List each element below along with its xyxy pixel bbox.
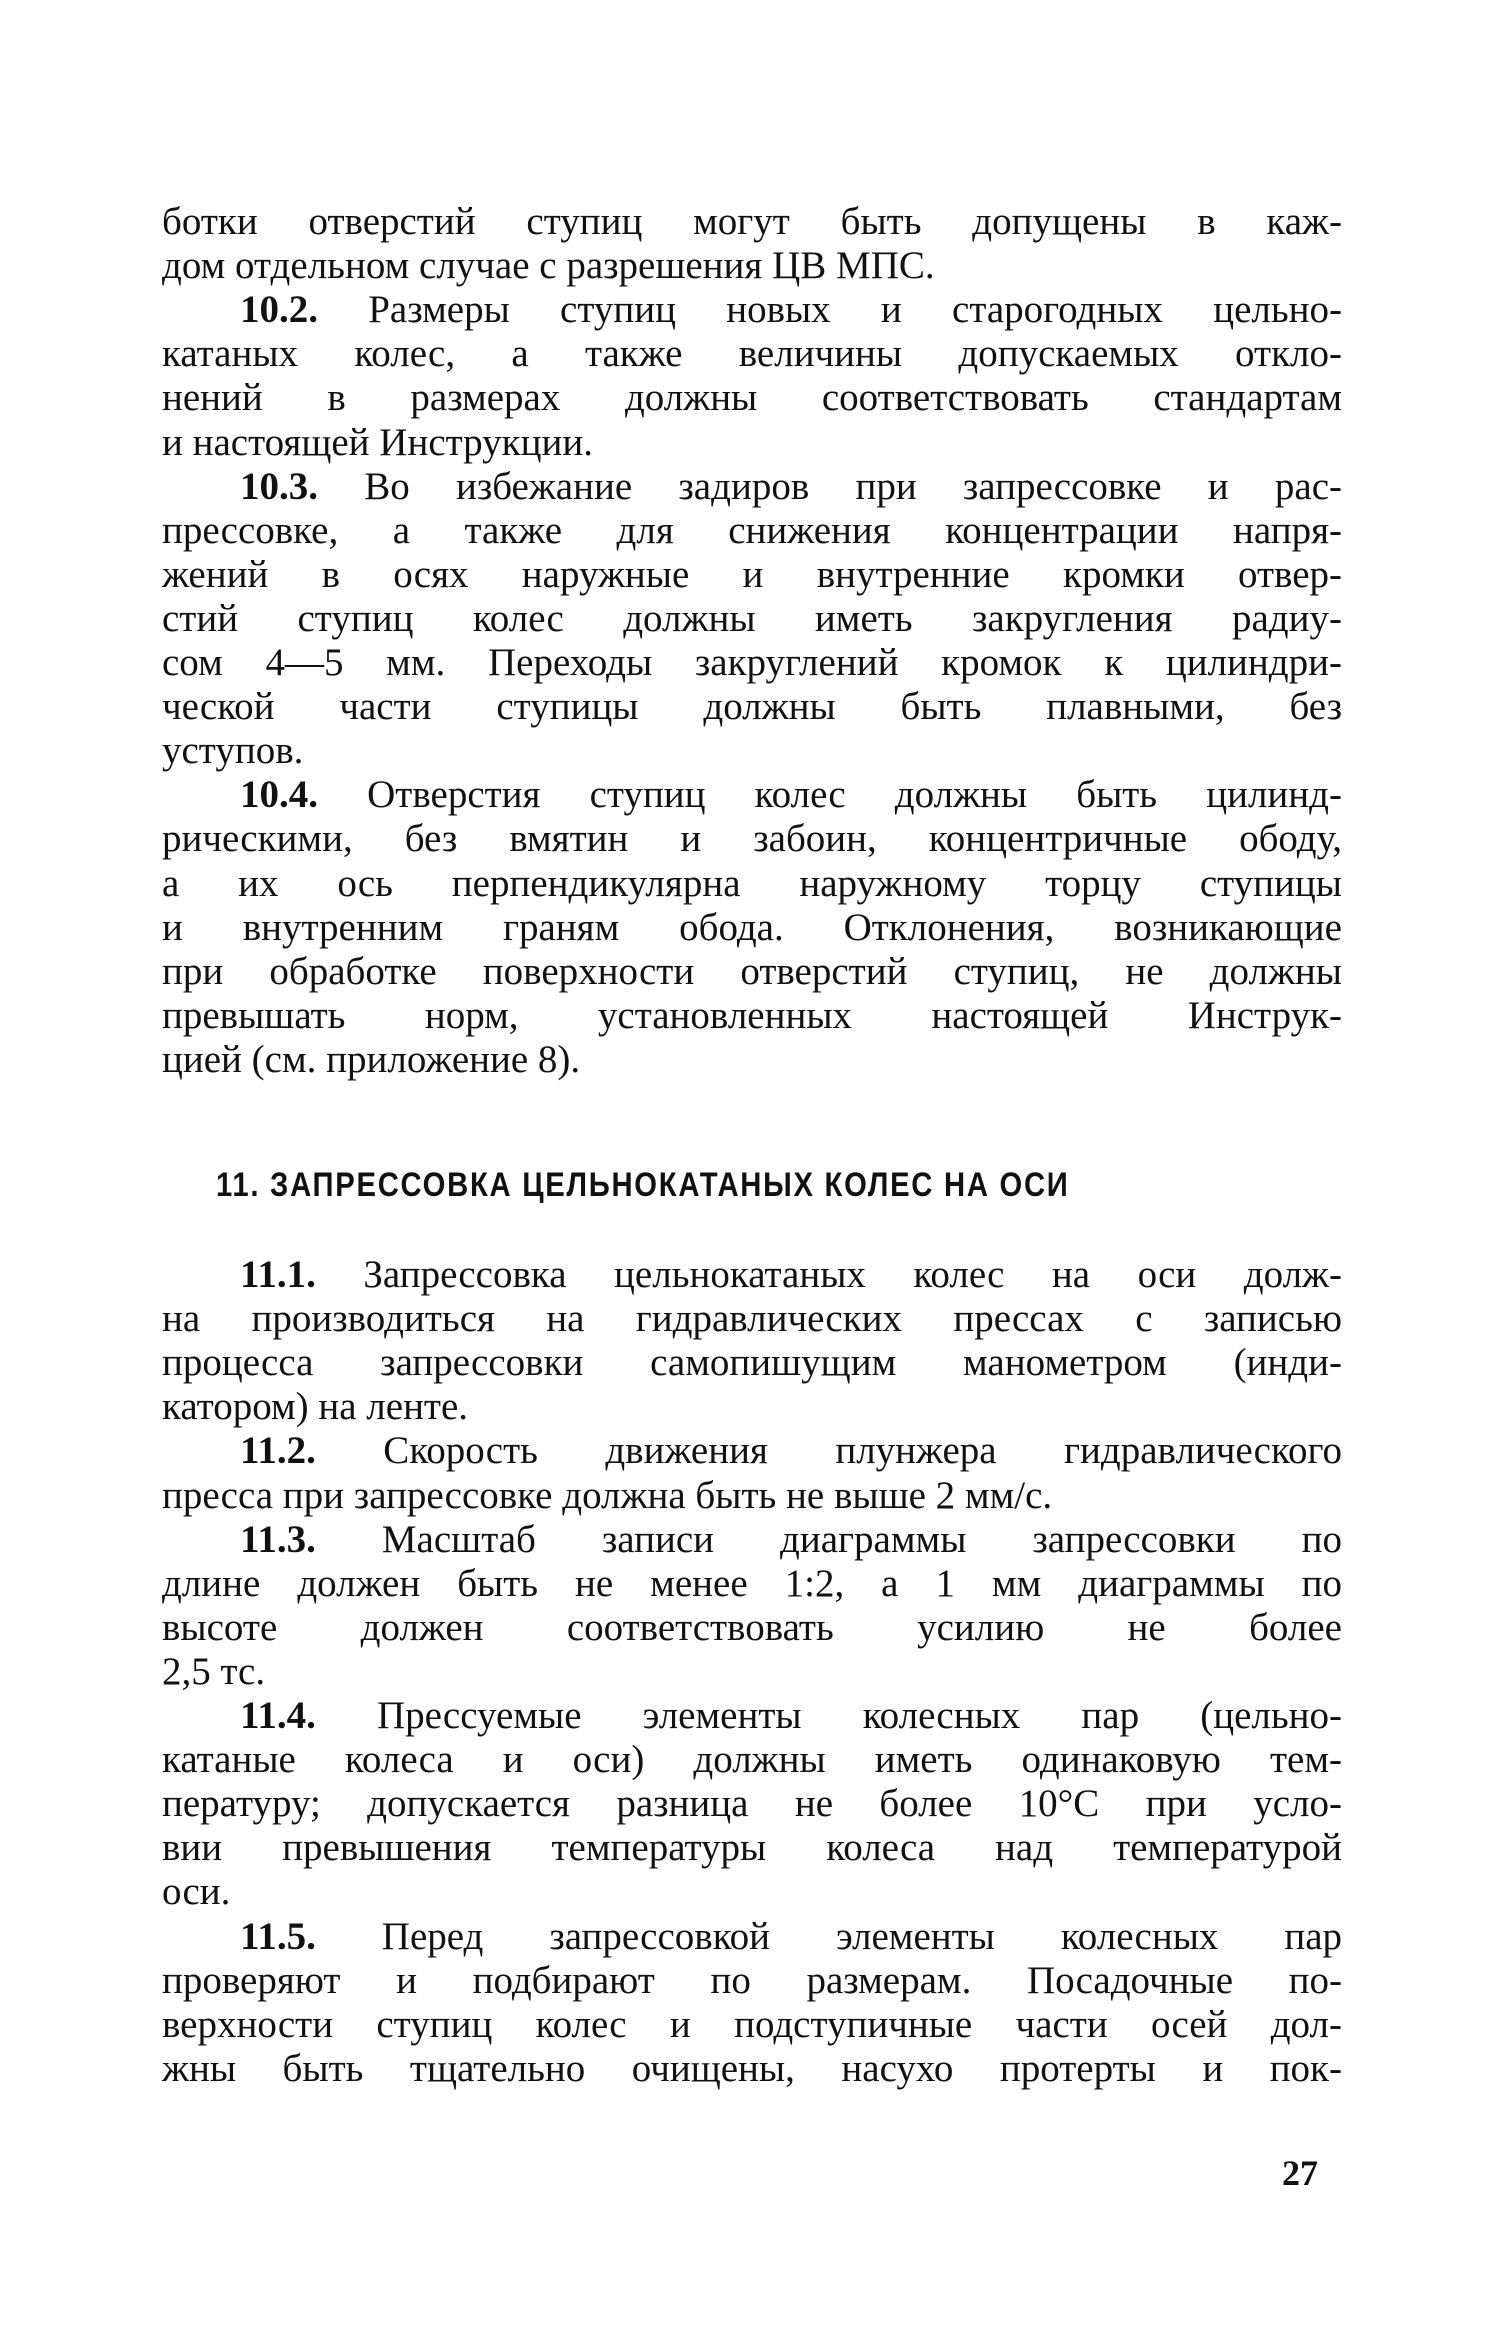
clause-number: 10.3. bbox=[240, 464, 318, 508]
line-text: а их ось перпендикулярна наружному торцу ступицы bbox=[162, 861, 1342, 905]
line-text: ческой части ступицы должны быть плавными, без bbox=[162, 685, 1342, 729]
clause-number: 11.1. bbox=[240, 1253, 316, 1296]
text-line bbox=[162, 729, 1342, 773]
line-text: при обработке поверхности отверстий ступиц, не должны bbox=[162, 949, 1342, 993]
line-text: нений в размерах должны соответствовать стандартам bbox=[162, 376, 1342, 420]
line-text: ботки отверстий ступиц могут быть допущены в каж- bbox=[162, 200, 1342, 243]
text-line bbox=[162, 1959, 1342, 2003]
paragraph-start-line bbox=[240, 1253, 1342, 1297]
text-line bbox=[162, 2003, 1342, 2047]
line-text: Скорость движения плунжера гидравлического bbox=[315, 1429, 1342, 1473]
text-line bbox=[162, 509, 1342, 553]
clause-number: 10.4. bbox=[240, 773, 318, 817]
clause-number: 11.4. bbox=[240, 1694, 316, 1737]
line-text: Отверстия ступиц колес должны быть цилинд- bbox=[318, 773, 1342, 817]
line-text: катаные колеса и оси) должны иметь одинаковую тем- bbox=[162, 1738, 1342, 1782]
clause-number: 11.5. bbox=[240, 1914, 316, 1958]
text-line bbox=[162, 244, 1342, 288]
line-text: Масштаб записи диаграммы запрессовки по bbox=[315, 1517, 1342, 1561]
paragraph-start-line bbox=[240, 465, 1342, 509]
line-text: жений в осях наружные и внутренние кромки отвер- bbox=[162, 552, 1342, 596]
text-line bbox=[162, 950, 1342, 994]
line-text: пературу; допускается разница не более 10°С при усло- bbox=[162, 1782, 1342, 1826]
text-line bbox=[162, 1650, 1342, 1694]
text-line bbox=[162, 641, 1342, 685]
clause-number: 11.2. bbox=[240, 1429, 316, 1473]
text-line bbox=[162, 597, 1342, 641]
paragraph-start-line bbox=[240, 288, 1342, 332]
line-text: процесса запрессовки самопишущим манометром (инди- bbox=[162, 1341, 1342, 1385]
line-text: рическими, без вмятин и забоин, концентричные ободу, bbox=[162, 817, 1342, 861]
line-text: сом 4—5 мм. Переходы закруглений кромок к цилиндри- bbox=[162, 641, 1342, 684]
text-line bbox=[162, 994, 1342, 1038]
text-line bbox=[162, 906, 1342, 950]
line-text: Во избежание задиров при запрессовке и рас- bbox=[318, 464, 1342, 508]
line-text: Размеры ступиц новых и старогодных цельно- bbox=[318, 288, 1342, 332]
text-line bbox=[162, 1385, 1342, 1429]
line-text: дом отдельном случае с разрешения ЦВ МПС. bbox=[162, 244, 935, 288]
line-text: пресса при запрессовке должна быть не выше 2 мм/с. bbox=[162, 1473, 1053, 1517]
line-text: на производиться на гидравлических прессах с записью bbox=[162, 1297, 1342, 1341]
line-text: Запрессовка цельнокатаных колес на оси долж- bbox=[315, 1253, 1342, 1296]
line-text: верхности ступиц колес и подступичные части осей дол- bbox=[162, 2002, 1342, 2046]
text-line bbox=[162, 862, 1342, 906]
text-line bbox=[162, 553, 1342, 597]
line-text: вии превышения температуры колеса над температурой bbox=[162, 1826, 1342, 1870]
text-line bbox=[162, 1562, 1342, 1606]
clause-number: 10.2. bbox=[240, 288, 318, 332]
text-line bbox=[162, 1341, 1342, 1385]
text-line bbox=[162, 1297, 1342, 1341]
line-text: катаных колес, а также величины допускаемых откло- bbox=[162, 332, 1342, 376]
clause-number: 11.3. bbox=[240, 1517, 316, 1561]
paragraph-start-line bbox=[240, 1518, 1342, 1562]
line-text: Прессуемые элементы колесных пар (цельно- bbox=[315, 1694, 1342, 1737]
line-text: жны быть тщательно очищены, насухо протерты и пок- bbox=[162, 2046, 1342, 2090]
paragraph-start-line bbox=[240, 1915, 1342, 1959]
line-text: превышать норм, установленных настоящей Инструк- bbox=[162, 993, 1342, 1037]
paragraph-start-line bbox=[240, 1429, 1342, 1473]
line-text: 2,5 тс. bbox=[162, 1649, 266, 1693]
line-text: прессовке, а также для снижения концентрации напря- bbox=[162, 508, 1342, 552]
text-line bbox=[162, 2047, 1342, 2091]
text-line bbox=[162, 1826, 1342, 1870]
text-line bbox=[162, 1870, 1342, 1914]
text-line bbox=[162, 332, 1342, 376]
text-line bbox=[162, 421, 1342, 465]
text-line bbox=[162, 685, 1342, 729]
line-text: высоте должен соответствовать усилию не более bbox=[162, 1605, 1342, 1649]
page-number: 27 bbox=[1282, 2153, 1318, 2193]
line-text: и внутренним граням обода. Отклонения, возникающие bbox=[162, 905, 1342, 949]
line-text: уступов. bbox=[162, 729, 304, 773]
line-text: длине должен быть не менее 1:2, а 1 мм диаграммы по bbox=[162, 1561, 1342, 1605]
section-heading: 11. ЗАПРЕССОВКА ЦЕЛЬНОКАТАНЫХ КОЛЕС НА ОСИ bbox=[216, 1166, 1070, 1204]
line-text: и настоящей Инструкции. bbox=[162, 420, 593, 464]
text-line bbox=[162, 200, 1342, 244]
text-line bbox=[162, 817, 1342, 861]
line-text: стий ступиц колес должны иметь закругления радиу- bbox=[162, 596, 1342, 640]
line-text: Перед запрессовкой элементы колесных пар bbox=[315, 1914, 1342, 1958]
text-line bbox=[162, 376, 1342, 420]
paragraph-start-line bbox=[240, 773, 1342, 817]
text-line bbox=[162, 1038, 1342, 1082]
text-line bbox=[162, 1474, 1342, 1518]
text-line bbox=[162, 1782, 1342, 1826]
line-text: цией (см. приложение 8). bbox=[162, 1037, 581, 1081]
text-line bbox=[162, 1606, 1342, 1650]
text-line bbox=[162, 1738, 1342, 1782]
line-text: проверяют и подбирают по размерам. Посадочные по- bbox=[162, 1958, 1342, 2002]
line-text: катором) на ленте. bbox=[162, 1385, 469, 1429]
line-text: оси. bbox=[162, 1870, 231, 1914]
paragraph-start-line bbox=[240, 1694, 1342, 1738]
